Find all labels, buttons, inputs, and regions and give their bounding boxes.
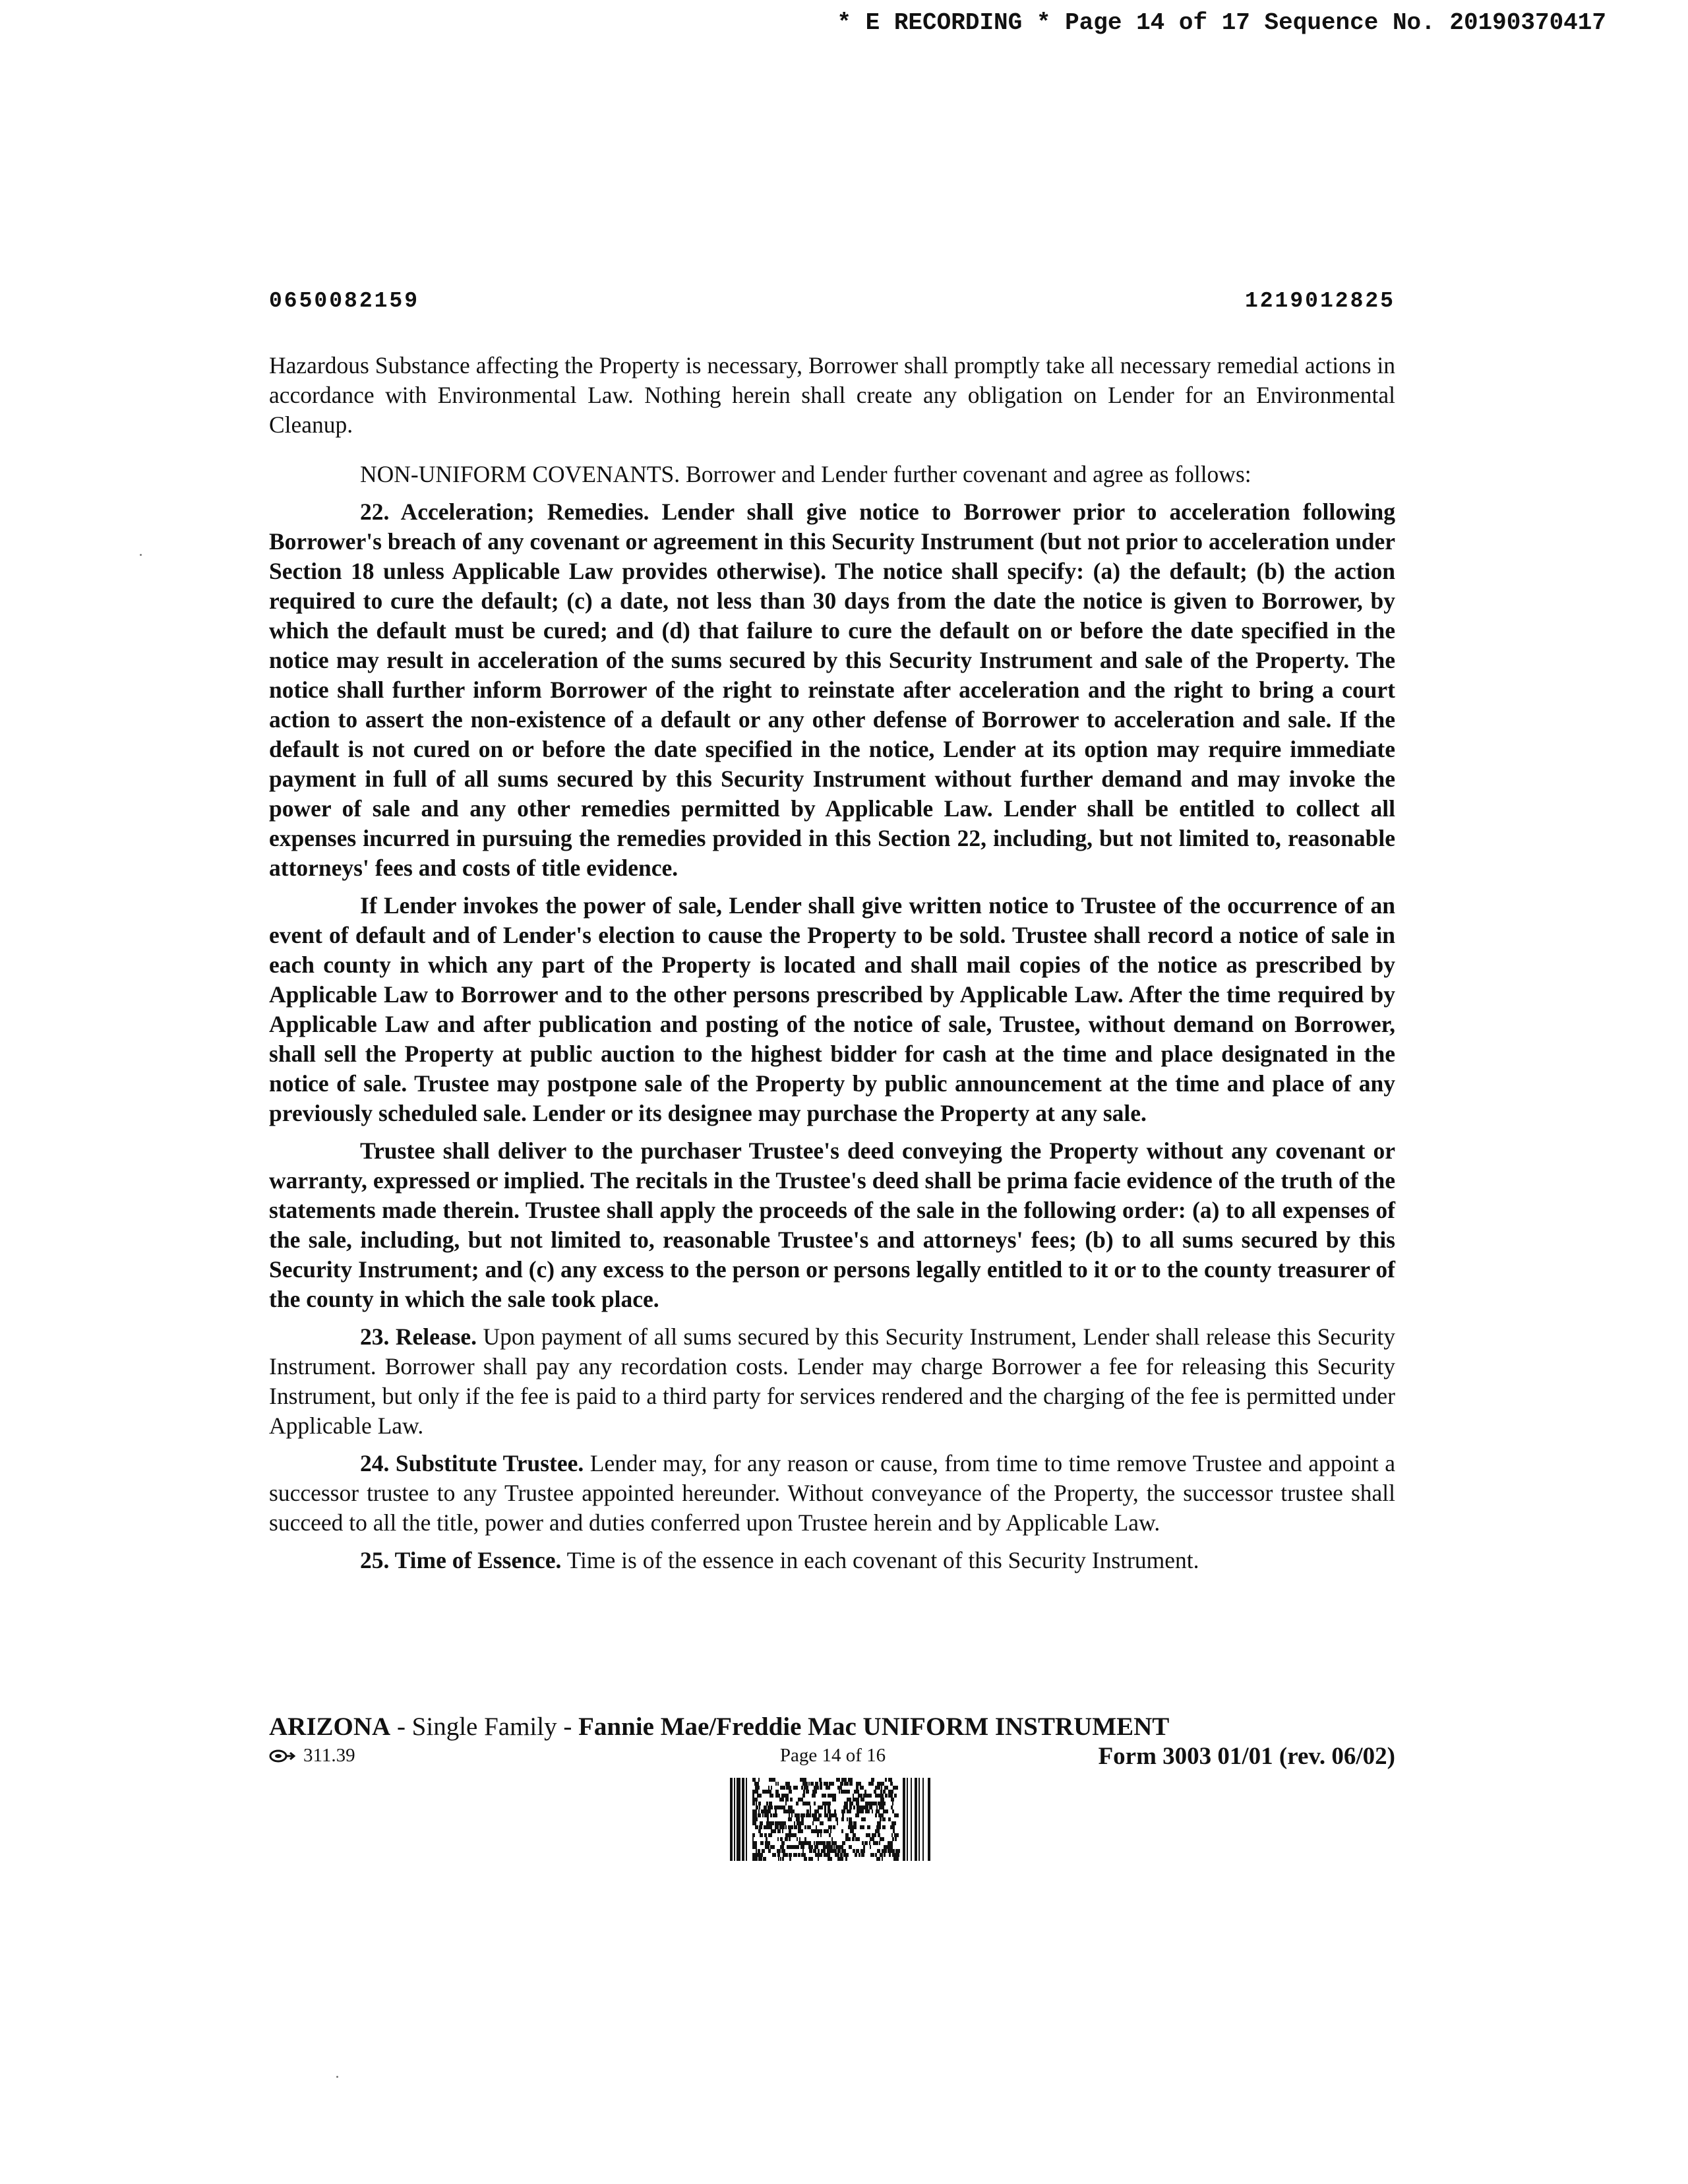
section-24-text: Lender may, for any reason or cause, from time to time remove Trustee and appoint a successor trustee to any Trustee appointed hereunder. Without conveyance of the Property, the successor trustee shall succeed to all the title, power and duties conferred upon Trustee herein and by Applicable Law. (269, 1450, 1395, 1536)
footer-code (269, 1745, 355, 1767)
section-23-release (269, 1322, 1395, 1441)
paragraph-power-of-sale: If Lender invokes the power of sale, Lender shall give written notice to Trustee of the occurrence of an event of default and of Lender's election to cause the Property to be sold. Trustee shall record a notice of sale in each county in which any part of the Property is located and shall mail copies of the notice as prescribed by Applicable Law to Borrower and to the other persons prescribed by Applicable Law. After the time required by Applicable Law and after publication and posting of the notice of sale, Trustee, without demand on Borrower, shall sell the Property at public auction to the highest bidder for cash at the time and place designated in the notice of sale. Trustee may postpone sale of the Property by public announcement at the time and place of any previously scheduled sale. Lender or its designee may purchase the Property at any sale. (269, 892, 1395, 1126)
section-22-text: Lender shall give notice to Borrower prior to acceleration following Borrower's breach of any covenant or agreement in this Security Instrument (but not prior to acceleration under Section 18 unless Applicable Law provides otherwise). The notice shall specify: (a) the default; (b) the action required to cure the default; (c) a date, not less than 30 days from the date the notice is given to Borrower, by which the default must be cured; and (d) that failure to cure the default on or before the date specified in the notice may result in acceleration of the sums secured by this Security Instrument and sale of the Property. The notice shall further inform Borrower of the right to reinstate after acceleration and the right to bring a court action to assert the non-existence of a default or any other defense of Borrower to acceleration and sale. If the default is not cured on or before the date specified in the notice, Lender at its option may require immediate payment in full of all sums secured by this Security Instrument without further demand and may invoke the power of sale and any other remedies permitted by Applicable Law. Lender shall be entitled to collect all expenses incurred in pursuing the remedies provided in this Section 22, including, but not limited to, reasonable attorneys' fees and costs of title evidence. (269, 499, 1395, 881)
section-23-text: Upon payment of all sums secured by this Security Instrument, Lender shall release this Security Instrument. Borrower shall pay any recordation costs. Lender may charge Borrower a fee for releasing this Security Instrument, but only if the fee is paid to a third party for services rendered and the charging of the fee is permitted under Applicable Law. (269, 1323, 1395, 1439)
footer-state: ARIZONA (269, 1713, 391, 1741)
loan-numbers (269, 289, 1395, 313)
paragraph-non-uniform-covenants: NON-UNIFORM COVENANTS. Borrower and Lender further covenant and agree as follows: (360, 461, 1251, 487)
loan-number-right: 1219012825 (1244, 289, 1395, 313)
loan-number-left: 0650082159 (269, 289, 420, 313)
section-22-acceleration (269, 497, 1395, 883)
recording-header: * E RECORDING * Page 14 of 17 Sequence No. 20190370417 (837, 9, 1606, 36)
form-code-number: 311.39 (303, 1745, 355, 1766)
section-25-heading: 25. Time of Essence. (360, 1547, 562, 1573)
footer-title (269, 1712, 1169, 1742)
section-25-text: Time is of the essence in each covenant of this Security Instrument. (561, 1547, 1199, 1573)
page-number: Page 14 of 16 (779, 1745, 886, 1766)
footer-row (269, 1742, 1395, 1773)
form-number: Form 3003 01/01 (rev. 06/02) (1098, 1743, 1395, 1770)
section-25-time-of-essence (269, 1546, 1395, 1575)
section-22-heading: 22. Acceleration; Remedies. (360, 499, 649, 525)
section-24-heading: 24. Substitute Trustee. (360, 1450, 584, 1476)
footer-instrument: Fannie Mae/Freddie Mac UNIFORM INSTRUMENT (578, 1713, 1170, 1741)
barcode (730, 1778, 932, 1864)
scan-speck (336, 2076, 338, 2078)
section-24-substitute-trustee (269, 1449, 1395, 1538)
footer-separator: - Single Family - (390, 1713, 579, 1741)
section-23-heading: 23. Release. (360, 1323, 477, 1350)
document-body (269, 351, 1395, 1583)
form-logo-icon (269, 1749, 295, 1763)
scan-speck (140, 554, 142, 556)
paragraph-trustee-deed: Trustee shall deliver to the purchaser Trustee's deed conveying the Property without any covenant or warranty, expressed or implied. The recitals in the Trustee's deed shall be prima facie evidence of the truth of the statements made therein. Trustee shall apply the proceeds of the sale in the following order: (a) to all expenses of the sale, including, but not limited to, reasonable Trustee's and attorneys' fees; (b) to all sums secured by this Security Instrument; and (c) any excess to the person or persons legally entitled to it or to the county treasurer of the county in which the sale took place. (269, 1138, 1395, 1312)
paragraph-hazardous-substance: Hazardous Substance affecting the Property is necessary, Borrower shall promptly take all necessary remedial actions in accordance with Environmental Law. Nothing herein shall create any obligation on Lender for an Environmental Cleanup. (269, 352, 1395, 438)
